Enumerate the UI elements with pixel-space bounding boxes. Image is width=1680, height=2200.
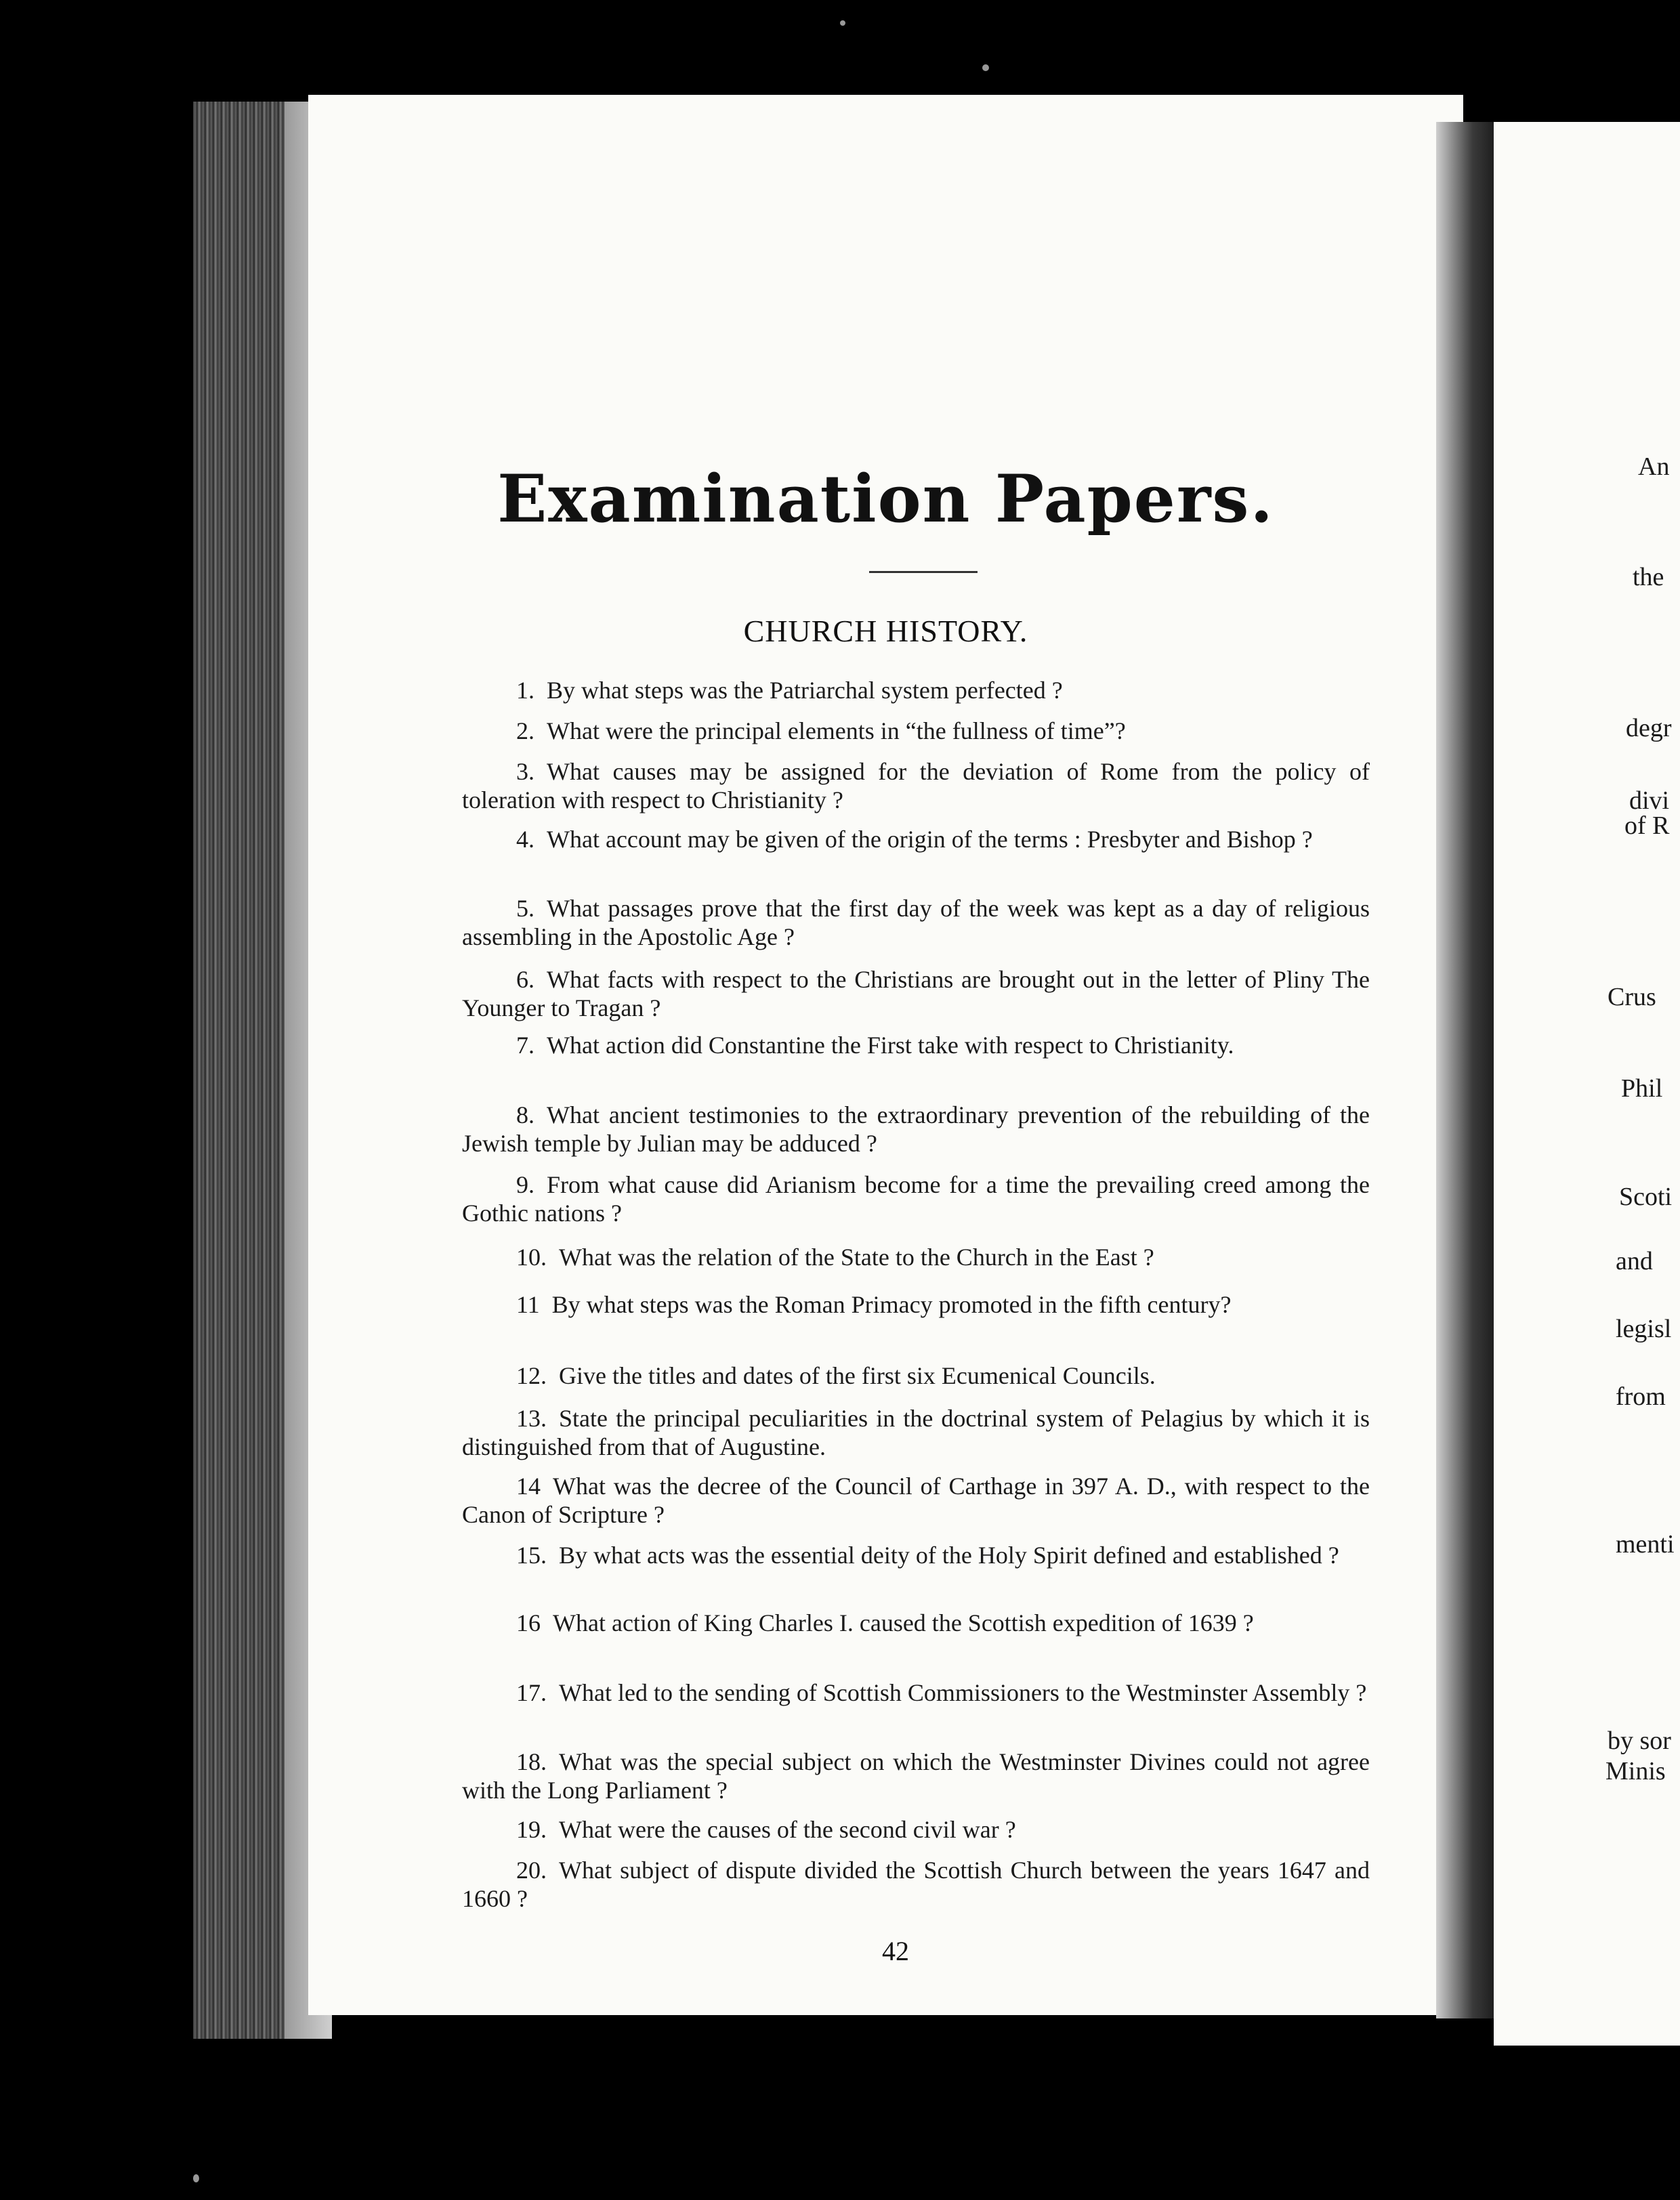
question-item xyxy=(462,1678,1370,1707)
question-item xyxy=(462,1404,1370,1461)
question-number: 12. xyxy=(516,1362,547,1389)
question-number: 18. xyxy=(516,1748,547,1775)
question-number: 19. xyxy=(516,1816,547,1843)
page-heading: Examination Papers. xyxy=(497,461,1274,537)
question-number: 7. xyxy=(516,1032,534,1059)
question-text: What was the decree of the Council of Carthage in 397 A. D., with respect to the Canon of Scripture ? xyxy=(462,1473,1370,1528)
fragment: degr xyxy=(1626,714,1672,742)
question-text: Give the titles and dates of the first six Ecumenical Councils. xyxy=(559,1362,1156,1389)
question-item xyxy=(462,676,1370,704)
question-number: 14 xyxy=(516,1473,541,1500)
question-number: 11 xyxy=(516,1291,540,1318)
question-number: 3. xyxy=(516,758,534,785)
question-item xyxy=(462,1815,1370,1844)
fragment: Minis xyxy=(1605,1757,1666,1785)
section-title: CHURCH HISTORY. xyxy=(743,614,1028,648)
question-number: 4. xyxy=(516,826,534,853)
fragment: menti xyxy=(1616,1530,1675,1559)
question-number: 5. xyxy=(516,895,534,922)
question-text: What passages prove that the first day of the week was kept as a day of religious assembling in the Apostolic Age ? xyxy=(462,895,1370,950)
question-item xyxy=(462,1472,1370,1529)
question-item xyxy=(462,1541,1370,1569)
fragment: divi xyxy=(1629,786,1670,815)
question-text: By what acts was the essential deity of the Holy Spirit defined and established ? xyxy=(559,1542,1339,1569)
question-text: What ancient testimonies to the extraordinary prevention of the rebuilding of the Jewish temple by Julian may be adduced ? xyxy=(462,1101,1370,1157)
fragment: and xyxy=(1616,1247,1653,1275)
question-number: 1. xyxy=(516,677,534,704)
question-item xyxy=(462,1031,1370,1059)
question-text: What causes may be assigned for the deviation of Rome from the policy of toleration with respect to Christianity ? xyxy=(462,758,1370,813)
question-item xyxy=(462,825,1370,853)
fragment: of R xyxy=(1624,811,1670,840)
question-item xyxy=(462,1170,1370,1227)
fragment: by sor xyxy=(1608,1727,1671,1755)
question-text: What action of King Charles I. caused the Scottish expedition of 1639 ? xyxy=(553,1609,1254,1636)
dust-speck xyxy=(982,64,989,71)
question-item xyxy=(462,1361,1370,1390)
question-text: What action did Constantine the First take with respect to Christianity. xyxy=(547,1032,1234,1059)
page-number: 42 xyxy=(882,1936,909,1966)
book-gutter xyxy=(1436,122,1497,2018)
question-number: 16 xyxy=(516,1609,541,1636)
heading-divider xyxy=(869,571,978,573)
question-number: 2. xyxy=(516,717,534,744)
fragment: Phil xyxy=(1621,1074,1663,1103)
question-number: 6. xyxy=(516,966,534,993)
question-number: 8. xyxy=(516,1101,534,1128)
question-text: State the principal peculiarities in the doctrinal system of Pelagius by which it is distinguished from that of Augustine. xyxy=(462,1405,1370,1460)
question-item xyxy=(462,1748,1370,1804)
question-text: By what steps was the Roman Primacy promoted in the fifth century? xyxy=(551,1291,1232,1318)
question-number: 13. xyxy=(516,1405,547,1432)
question-number: 15. xyxy=(516,1542,547,1569)
fragment: An xyxy=(1638,452,1670,481)
fragment: legisl xyxy=(1616,1315,1672,1343)
fragment: Crus xyxy=(1608,983,1656,1011)
question-text: What was the relation of the State to the Church in the East ? xyxy=(559,1244,1154,1271)
question-text: What led to the sending of Scottish Commissioners to the Westminster Assembly ? xyxy=(559,1679,1367,1706)
question-text: What was the special subject on which the Westminster Divines could not agree with the Long Parliament ? xyxy=(462,1748,1370,1804)
question-item xyxy=(462,965,1370,1022)
dust-speck xyxy=(840,20,845,26)
fragment: the xyxy=(1633,563,1664,591)
question-number: 10. xyxy=(516,1244,547,1271)
question-item xyxy=(462,717,1370,745)
question-item xyxy=(462,894,1370,951)
question-text: What subject of dispute divided the Scottish Church between the years 1647 and 1660 ? xyxy=(462,1857,1370,1912)
question-number: 17. xyxy=(516,1679,547,1706)
question-item xyxy=(462,1290,1370,1319)
question-item xyxy=(462,757,1370,814)
question-number: 9. xyxy=(516,1171,534,1198)
dust-speck xyxy=(193,2174,199,2182)
question-item xyxy=(462,1101,1370,1158)
question-item xyxy=(462,1243,1370,1271)
question-text: What were the principal elements in “the fullness of time”? xyxy=(547,717,1126,744)
question-text: What account may be given of the origin of the terms : Presbyter and Bishop ? xyxy=(547,826,1313,853)
question-item xyxy=(462,1609,1370,1637)
question-text: What were the causes of the second civil war ? xyxy=(559,1816,1016,1843)
question-item xyxy=(462,1856,1370,1913)
fragment: from xyxy=(1616,1382,1666,1411)
fragment: Scoti xyxy=(1619,1183,1673,1211)
question-text: What facts with respect to the Christians are brought out in the letter of Pliny The Younger to Tragan ? xyxy=(462,966,1370,1021)
question-number: 20. xyxy=(516,1857,547,1884)
question-text: From what cause did Arianism become for a time the prevailing creed among the Gothic nations ? xyxy=(462,1171,1370,1227)
question-text: By what steps was the Patriarchal system perfected ? xyxy=(547,677,1063,704)
